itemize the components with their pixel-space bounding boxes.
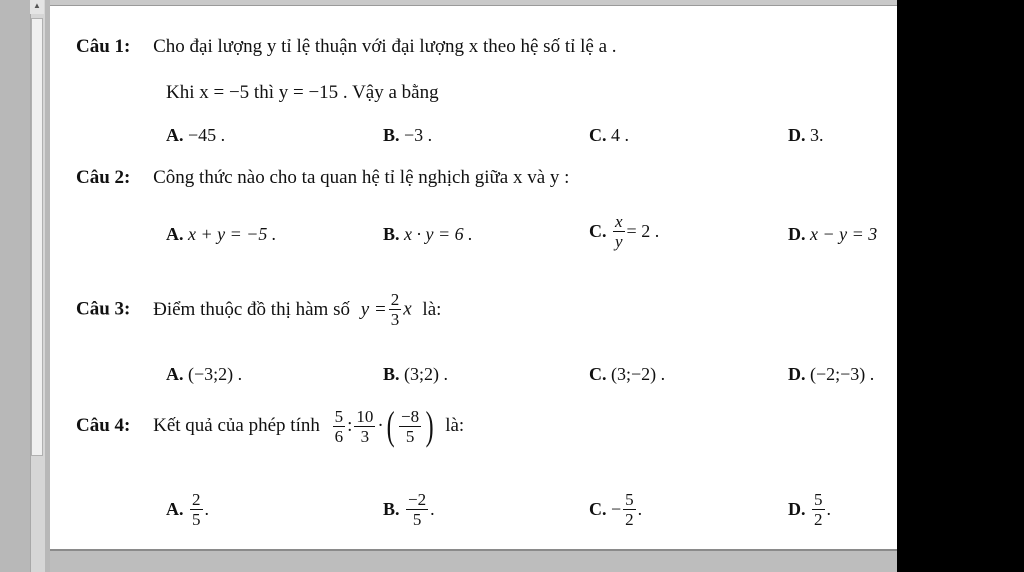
- question-2-option-c[interactable]: [589, 212, 659, 251]
- option-letter: C.: [589, 221, 607, 241]
- question-3-text-after: là:: [422, 298, 442, 320]
- question-4-line-1: [76, 403, 465, 448]
- option-letter: C.: [589, 364, 607, 384]
- question-3-option-c[interactable]: [589, 364, 665, 385]
- fraction-numerator: x: [615, 212, 623, 231]
- fraction-denominator: 2: [625, 510, 634, 529]
- fraction-denominator: 6: [334, 426, 344, 446]
- function-coefficient: [389, 290, 402, 329]
- option-value: .: [204, 499, 209, 519]
- option-fraction: [406, 490, 428, 529]
- option-value: (−2;−3) .: [810, 364, 875, 384]
- fraction-denominator: 5: [192, 510, 201, 529]
- option-value: .: [637, 499, 643, 519]
- question-2-option-a[interactable]: [166, 224, 276, 245]
- fraction-denominator: y: [615, 232, 623, 251]
- fraction-numerator: 5: [625, 490, 634, 509]
- option-value: x · y = 6 .: [404, 224, 473, 244]
- option-value: (3;−2) .: [611, 364, 666, 384]
- question-2-label: Câu 2:: [76, 167, 131, 188]
- question-3-option-b[interactable]: [383, 364, 448, 385]
- question-4-text: Kết quả của phép tính: [153, 415, 320, 436]
- option-letter: A.: [166, 125, 184, 145]
- expression-operator-1: :: [347, 415, 353, 436]
- question-4-text-after: là:: [445, 415, 465, 436]
- function-lhs: y =: [360, 298, 387, 320]
- right-paren: ): [425, 403, 434, 448]
- option-value: .: [430, 499, 435, 519]
- option-letter: A.: [166, 499, 184, 519]
- fraction-numerator: 10: [356, 406, 374, 426]
- fraction-numerator: 2: [390, 290, 400, 309]
- status-bar: [50, 549, 897, 572]
- option-value: x − y = 3: [810, 224, 878, 244]
- option-value: −45 .: [188, 125, 226, 145]
- option-value: .: [826, 499, 831, 519]
- option-value: 4 .: [611, 125, 629, 145]
- scroll-up-arrow-icon[interactable]: ▲: [30, 0, 44, 14]
- question-1-option-c[interactable]: [589, 125, 629, 146]
- question-2-line-1: [76, 167, 569, 189]
- question-2-option-d[interactable]: [788, 224, 877, 245]
- question-4-option-a[interactable]: [166, 490, 209, 529]
- expression-fraction-2: [354, 407, 375, 446]
- question-3-label: Câu 3:: [76, 298, 131, 320]
- question-1-option-b[interactable]: [383, 125, 432, 146]
- option-letter: D.: [788, 364, 806, 384]
- option-value: 3.: [810, 125, 824, 145]
- question-4-option-d[interactable]: [788, 490, 831, 529]
- option-letter: D.: [788, 499, 806, 519]
- right-black-area: [897, 0, 1024, 572]
- question-1-option-d[interactable]: [788, 125, 824, 146]
- question-3-text: Điểm thuộc đồ thị hàm số: [153, 298, 350, 320]
- fraction-denominator: 2: [814, 510, 823, 529]
- option-value: −3 .: [404, 125, 433, 145]
- expression-operator-2: ·: [377, 415, 384, 436]
- option-fraction: [190, 490, 203, 529]
- option-letter: B.: [383, 125, 400, 145]
- question-2-text: Công thức nào cho ta quan hệ tỉ lệ nghịch giữa x và y :: [153, 167, 570, 188]
- question-3-line-1: [76, 290, 441, 329]
- document-page: [50, 6, 897, 549]
- option-letter: B.: [383, 499, 400, 519]
- scrollbar-thumb[interactable]: [31, 18, 43, 456]
- option-fraction: [613, 212, 625, 251]
- question-2-option-b[interactable]: [383, 224, 473, 245]
- question-4-option-c[interactable]: [589, 490, 642, 529]
- option-letter: B.: [383, 224, 400, 244]
- option-value: = 2 .: [626, 221, 660, 241]
- option-value: x + y = −5 .: [188, 224, 277, 244]
- option-fraction: [812, 490, 825, 529]
- option-letter: D.: [788, 224, 806, 244]
- option-letter: D.: [788, 125, 806, 145]
- fraction-denominator: 3: [360, 426, 370, 446]
- function-variable: x: [403, 298, 412, 320]
- left-paren: (: [386, 403, 395, 448]
- option-letter: A.: [166, 224, 184, 244]
- fraction-denominator: 5: [405, 426, 415, 446]
- question-4-option-b[interactable]: [383, 490, 435, 529]
- fraction-numerator: −8: [401, 406, 420, 426]
- option-sign: −: [611, 499, 622, 519]
- option-letter: C.: [589, 499, 607, 519]
- question-1-label: Câu 1:: [76, 36, 131, 57]
- option-value: (3;2) .: [404, 364, 449, 384]
- expression-fraction-3: [399, 407, 421, 446]
- question-1-text: Cho đại lượng y tỉ lệ thuận với đại lượng x theo hệ số tỉ lệ a .: [153, 36, 617, 57]
- option-letter: B.: [383, 364, 400, 384]
- fraction-denominator: 3: [390, 310, 400, 329]
- fraction-numerator: 2: [192, 490, 201, 509]
- option-letter: A.: [166, 364, 184, 384]
- question-3-option-d[interactable]: [788, 364, 874, 385]
- option-fraction: [623, 490, 636, 529]
- question-3-option-a[interactable]: [166, 364, 242, 385]
- option-value: (−3;2) .: [188, 364, 243, 384]
- option-letter: C.: [589, 125, 607, 145]
- question-1-line-1: [76, 36, 617, 58]
- question-4-label: Câu 4:: [76, 415, 131, 436]
- fraction-denominator: 5: [412, 510, 422, 529]
- fraction-numerator: 5: [334, 406, 344, 426]
- fraction-numerator: 5: [814, 490, 823, 509]
- fraction-numerator: −2: [408, 490, 427, 509]
- expression-fraction-1: [333, 407, 346, 446]
- question-1-option-a[interactable]: [166, 125, 225, 146]
- question-1-line-2: Khi x = −5 thì y = −15 . Vậy a bằng: [166, 82, 439, 103]
